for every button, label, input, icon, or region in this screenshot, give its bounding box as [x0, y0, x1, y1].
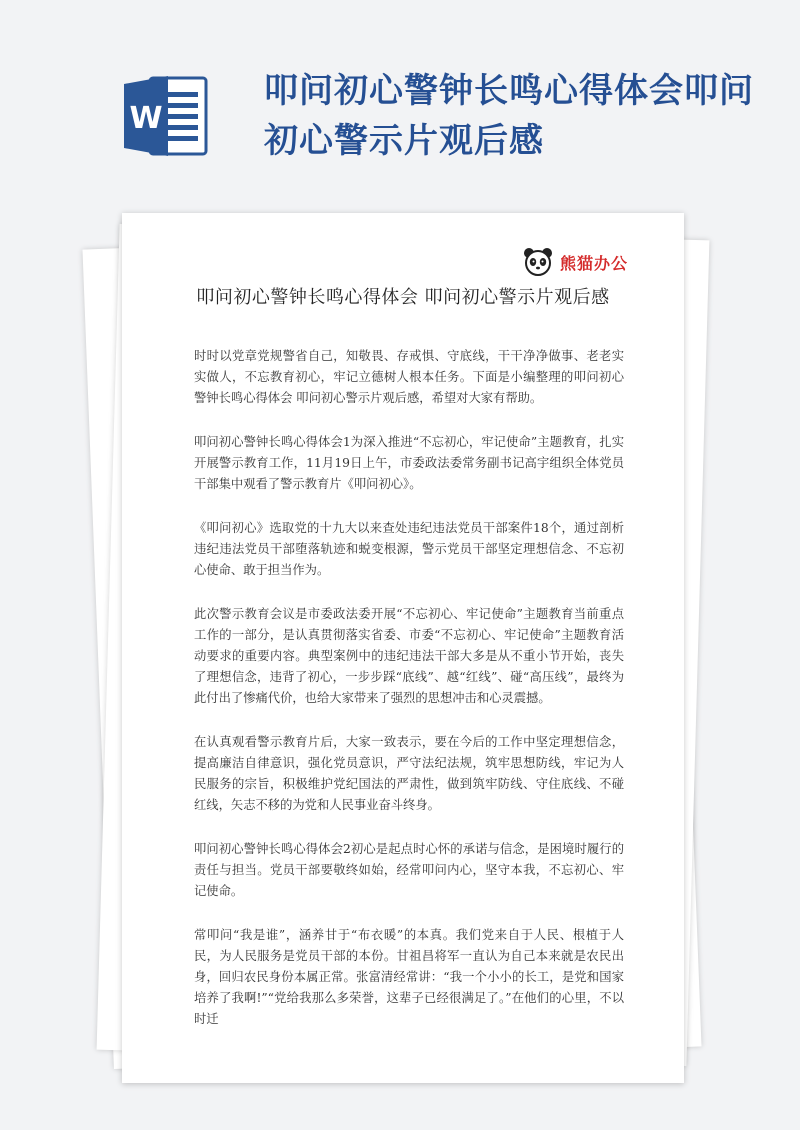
document-title: 叩问初心警钟长鸣心得体会 叩问初心警示片观后感: [196, 287, 610, 308]
document-page: [122, 213, 684, 1083]
paragraph: 叩问初心警钟长鸣心得体会1为深入推进“不忘初心，牢记使命”主题教育，扎实开展警示教育工作，11月19日上午，市委政法委常务副书记高宇组织全体党员干部集中观看了警示教育片《叩问初心》。: [194, 435, 624, 491]
paragraph: 在认真观看警示教育片后，大家一致表示，要在今后的工作中坚定理想信念，提高廉洁自律意识，强化党员意识，严守法纪法规，筑牢思想防线，牢记为人民服务的宗旨，积极维护党纪国法的严肃性，做到筑牢防线、守住底线、不碰红线，矢志不移的为党和人民事业奋斗终身。: [194, 735, 624, 812]
paragraph: 时时以党章党规警省自己，知敬畏、存戒惧、守底线，干干净净做事、老老实实做人，不忘教育初心，牢记立德树人根本任务。下面是小编整理的叩问初心警钟长鸣心得体会 叩问初心警示片观后感，希望对大家有帮助。: [194, 349, 624, 405]
word-document-icon: [120, 70, 212, 162]
paragraph: 常叩问“我是谁”，涵养甘于“布衣暖”的本真。我们党来自于人民、根植于人民，为人民服务是党员干部的本份。甘祖昌将军一直认为自己本来就是农民出身，回归农民身份本属正常。张富清经常讲：“我一个小小的长工，是党和国家培养了我啊!”“党给我那么多荣誉，这辈子已经很满足了。”在他们的心里，不以时迁: [194, 928, 624, 1026]
panda-icon: [522, 246, 554, 278]
document-body: [194, 346, 624, 1053]
header-area: [0, 0, 800, 215]
page-title: 叩问初心警钟长鸣心得体会叩问初心警示片观后感: [264, 71, 754, 161]
paragraph: 《叩问初心》选取党的十九大以来查处违纪违法党员干部案件18个，通过剖析违纪违法党员干部堕落轨迹和蜕变根源，警示党员干部坚定理想信念、不忘初心使命、敢于担当作为。: [194, 521, 624, 577]
paragraph: 叩问初心警钟长鸣心得体会2初心是起点时心怀的承诺与信念，是困境时履行的责任与担当。党员干部要敬终如始，经常叩问内心，坚守本我，不忘初心、牢记使命。: [194, 842, 624, 898]
paragraph: 此次警示教育会议是市委政法委开展“不忘初心、牢记使命”主题教育当前重点工作的一部分，是认真贯彻落实省委、市委“不忘初心、牢记使命”主题教育活动要求的重要内容。典型案例中的违纪违法干部大多是从不重小节开始，丧失了理想信念，违背了初心，一步步踩“底线”、越“红线”、碰“高压线”，最终为此付出了惨痛代价，也给大家带来了强烈的思想冲击和心灵震撼。: [194, 607, 624, 705]
brand-name: 熊猫办公: [560, 253, 629, 273]
word-icon-letter: W: [129, 101, 163, 136]
brand-logo: [522, 246, 628, 278]
